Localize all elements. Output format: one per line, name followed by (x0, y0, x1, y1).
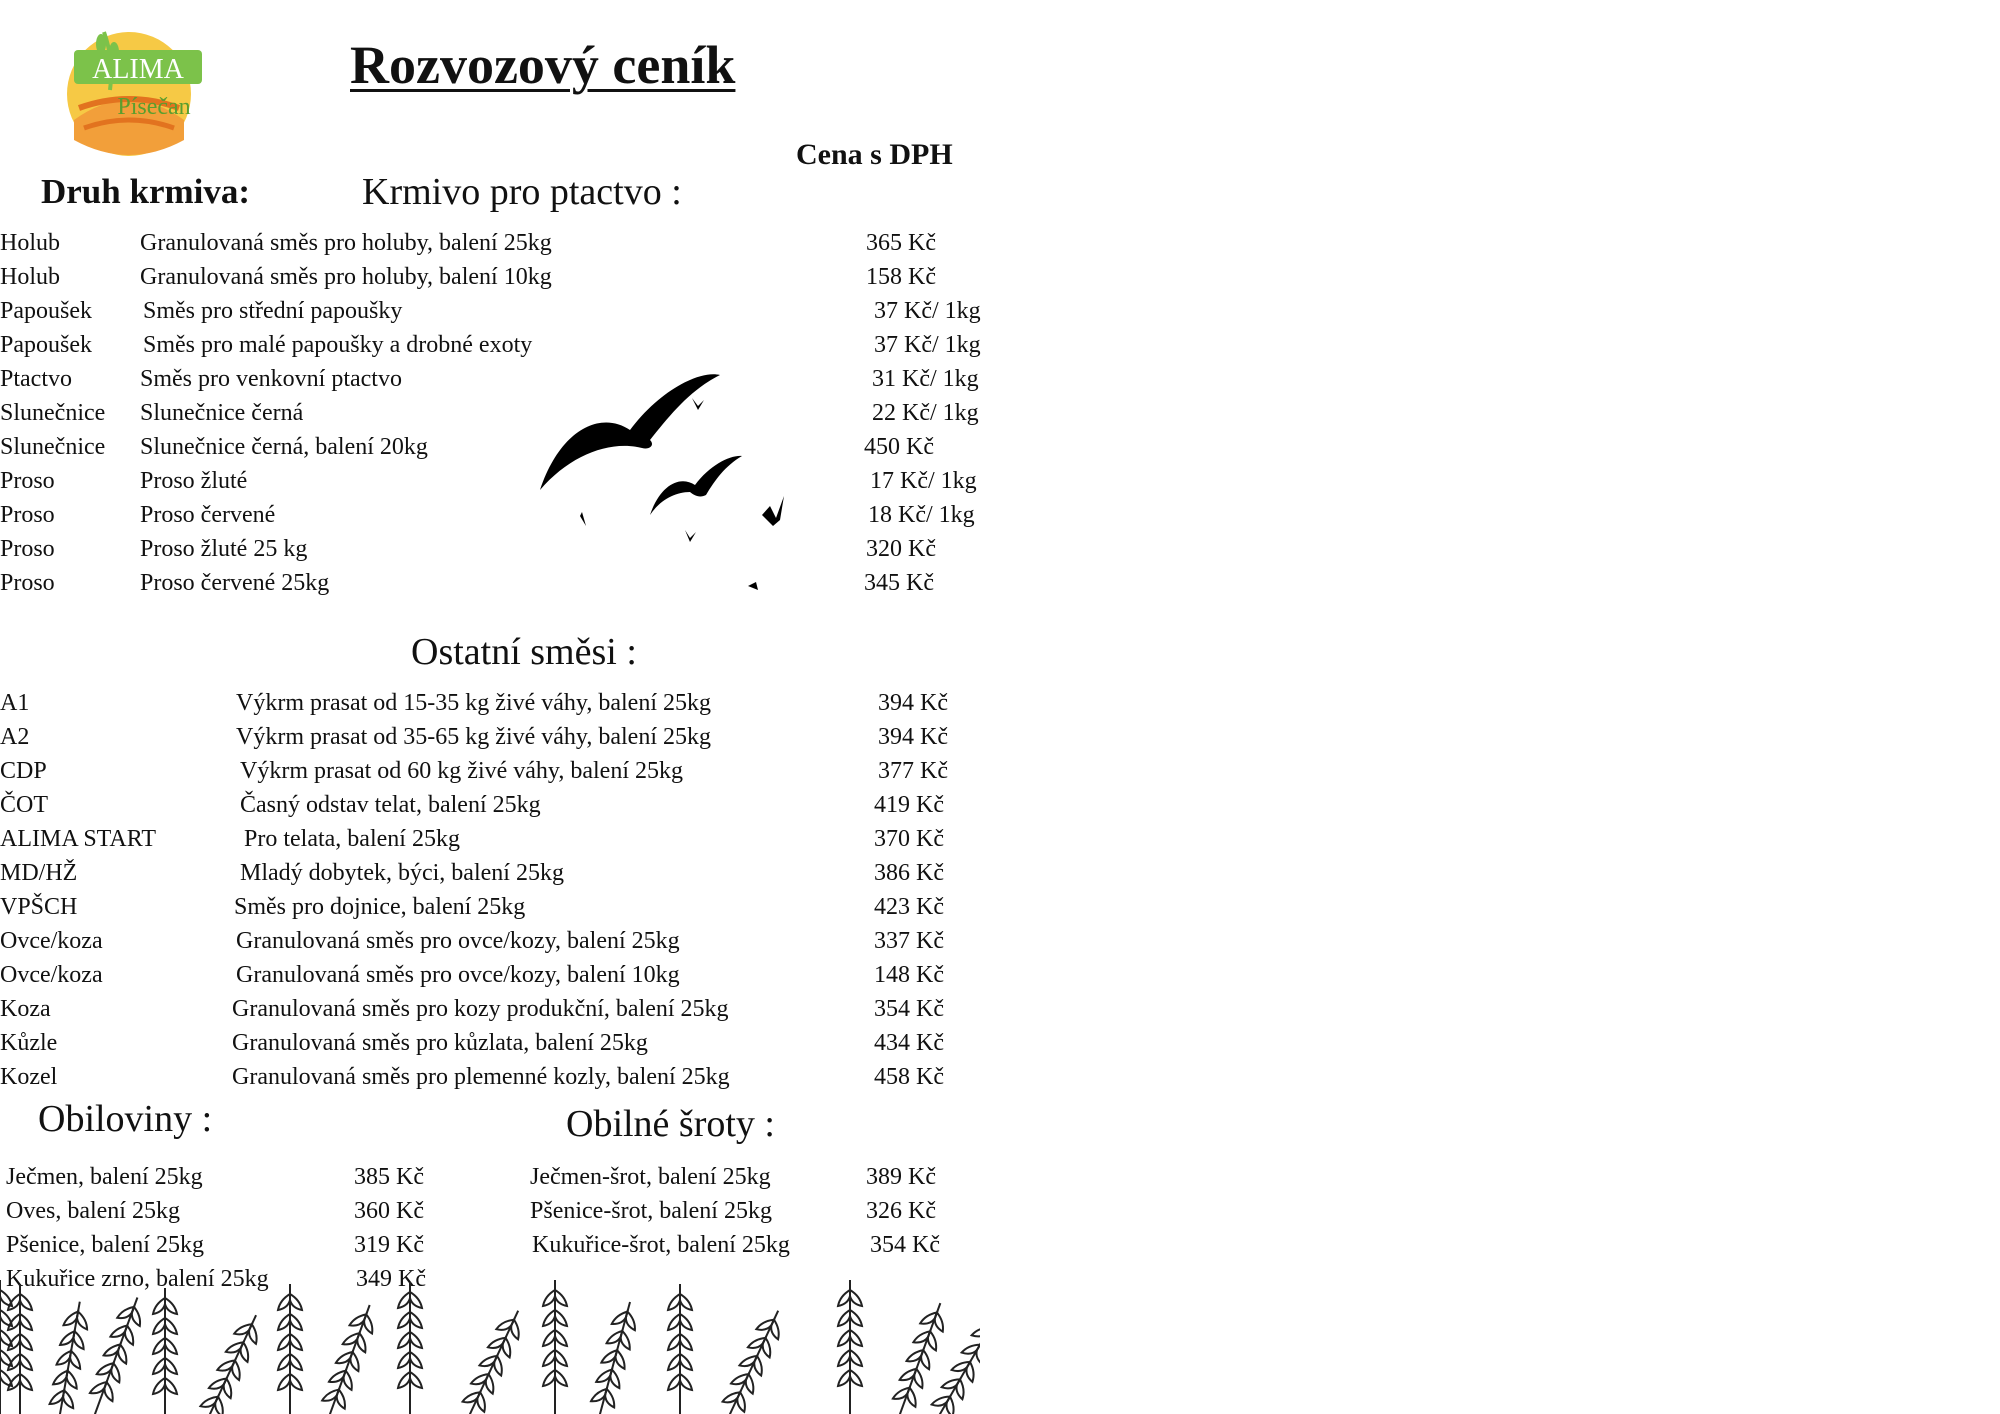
feed-name: Granulovaná směs pro kůzlata, balení 25kg (232, 1030, 648, 1056)
feed-name: Granulovaná směs pro plemenné kozly, balení 25kg (232, 1064, 730, 1090)
feed-name: Proso žluté (140, 468, 248, 494)
logo-text-pisecan: Písečan (117, 94, 191, 120)
feed-price: 419 Kč (874, 792, 944, 818)
feed-name: Směs pro střední papoušky (143, 298, 403, 324)
feed-price: 450 Kč (864, 434, 934, 460)
alima-logo (44, 20, 214, 160)
feed-type: Papoušek (0, 332, 92, 358)
feed-type: A2 (0, 724, 30, 750)
feed-price: 394 Kč (878, 724, 948, 750)
feed-price: 158 Kč (866, 264, 936, 290)
feed-type: VPŠCH (0, 894, 78, 920)
cereal-price: 385 Kč (354, 1164, 424, 1190)
meal-name: Ječmen-šrot, balení 25kg (530, 1164, 771, 1190)
feed-type: Proso (0, 502, 55, 528)
feed-price: 22 Kč/ 1kg (872, 400, 979, 426)
cereal-name: Ječmen, balení 25kg (6, 1164, 203, 1190)
feed-price: 377 Kč (878, 758, 948, 784)
feed-name: Granulovaná směs pro holuby, balení 10kg (140, 264, 552, 290)
feed-type: Papoušek (0, 298, 92, 324)
feed-type: MD/HŽ (0, 860, 78, 886)
feed-type: A1 (0, 690, 30, 716)
logo-text-alima: ALIMA (92, 54, 184, 85)
wheat-illustration (0, 1270, 980, 1414)
cereal-name: Pšenice, balení 25kg (6, 1232, 204, 1258)
feed-price: 18 Kč/ 1kg (868, 502, 975, 528)
feed-name: Pro telata, balení 25kg (244, 826, 460, 852)
cereal-price: 349 Kč (356, 1266, 426, 1292)
feed-name: Slunečnice černá, balení 20kg (140, 434, 428, 460)
feed-type: Koza (0, 996, 51, 1022)
page-title: Rozvozový ceník (350, 35, 736, 95)
feed-name: Výkrm prasat od 35-65 kg živé váhy, balení 25kg (236, 724, 711, 750)
feed-type: Proso (0, 570, 55, 596)
birds-illustration (530, 370, 810, 600)
cereal-price: 360 Kč (354, 1198, 424, 1224)
feed-name: Granulovaná směs pro ovce/kozy, balení 10kg (236, 962, 680, 988)
meal-price: 326 Kč (866, 1198, 936, 1224)
feed-name: Proso žluté 25 kg (140, 536, 308, 562)
feed-name: Proso červené 25kg (140, 570, 330, 596)
feed-price: 37 Kč/ 1kg (874, 298, 981, 324)
meal-name: Kukuřice-šrot, balení 25kg (532, 1232, 790, 1258)
feed-price: 365 Kč (866, 230, 936, 256)
feed-name: Směs pro malé papoušky a drobné exoty (143, 332, 533, 358)
feed-price: 354 Kč (874, 996, 944, 1022)
feed-name: Časný odstav telat, balení 25kg (240, 792, 541, 818)
feed-type: ALIMA START (0, 826, 156, 852)
section-heading-poultry: Krmivo pro ptactvo : (362, 171, 682, 213)
feed-name: Výkrm prasat od 15-35 kg živé váhy, balení 25kg (236, 690, 711, 716)
feed-price: 31 Kč/ 1kg (872, 366, 979, 392)
feed-price: 394 Kč (878, 690, 948, 716)
section-heading-grain-meal: Obilné šroty : (566, 1103, 775, 1145)
cereal-name: Oves, balení 25kg (6, 1198, 180, 1224)
feed-name: Mladý dobytek, býci, balení 25kg (240, 860, 564, 886)
section-heading-cereals: Obiloviny : (38, 1098, 213, 1140)
feed-type: ČOT (0, 792, 48, 818)
feed-price: 148 Kč (874, 962, 944, 988)
feed-type: Ovce/koza (0, 928, 103, 954)
feed-name: Granulovaná směs pro kozy produkční, balení 25kg (232, 996, 729, 1022)
feed-type: Slunečnice (0, 434, 106, 460)
feed-name: Směs pro venkovní ptactvo (140, 366, 402, 392)
feed-type: Holub (0, 264, 60, 290)
feed-price: 17 Kč/ 1kg (870, 468, 977, 494)
feed-type: Proso (0, 468, 55, 494)
feed-price: 320 Kč (866, 536, 936, 562)
feed-type: Holub (0, 230, 60, 256)
feed-type: Ovce/koza (0, 962, 103, 988)
feed-type-label: Druh krmiva: (41, 172, 251, 211)
feed-name: Granulovaná směs pro holuby, balení 25kg (140, 230, 552, 256)
feed-price: 370 Kč (874, 826, 944, 852)
feed-price: 345 Kč (864, 570, 934, 596)
feed-price: 337 Kč (874, 928, 944, 954)
cereal-price: 319 Kč (354, 1232, 424, 1258)
feed-type: Proso (0, 536, 55, 562)
meal-name: Pšenice-šrot, balení 25kg (530, 1198, 772, 1224)
feed-type: Kůzle (0, 1030, 58, 1056)
meal-price: 354 Kč (870, 1232, 940, 1258)
feed-type: Ptactvo (0, 366, 72, 392)
feed-price: 458 Kč (874, 1064, 944, 1090)
feed-price: 37 Kč/ 1kg (874, 332, 981, 358)
feed-name: Výkrm prasat od 60 kg živé váhy, balení 25kg (240, 758, 684, 784)
feed-type: CDP (0, 758, 47, 784)
cereal-name: Kukuřice zrno, balení 25kg (6, 1266, 269, 1292)
feed-price: 434 Kč (874, 1030, 944, 1056)
price-column-header: Cena s DPH (796, 138, 953, 171)
feed-name: Proso červené (140, 502, 276, 528)
feed-name: Granulovaná směs pro ovce/kozy, balení 25kg (236, 928, 680, 954)
feed-price: 423 Kč (874, 894, 944, 920)
feed-type: Kozel (0, 1064, 58, 1090)
feed-name: Slunečnice černá (140, 400, 304, 426)
section-heading-other-mixes: Ostatní směsi : (411, 631, 637, 673)
feed-type: Slunečnice (0, 400, 106, 426)
feed-name: Směs pro dojnice, balení 25kg (234, 894, 526, 920)
feed-price: 386 Kč (874, 860, 944, 886)
meal-price: 389 Kč (866, 1164, 936, 1190)
